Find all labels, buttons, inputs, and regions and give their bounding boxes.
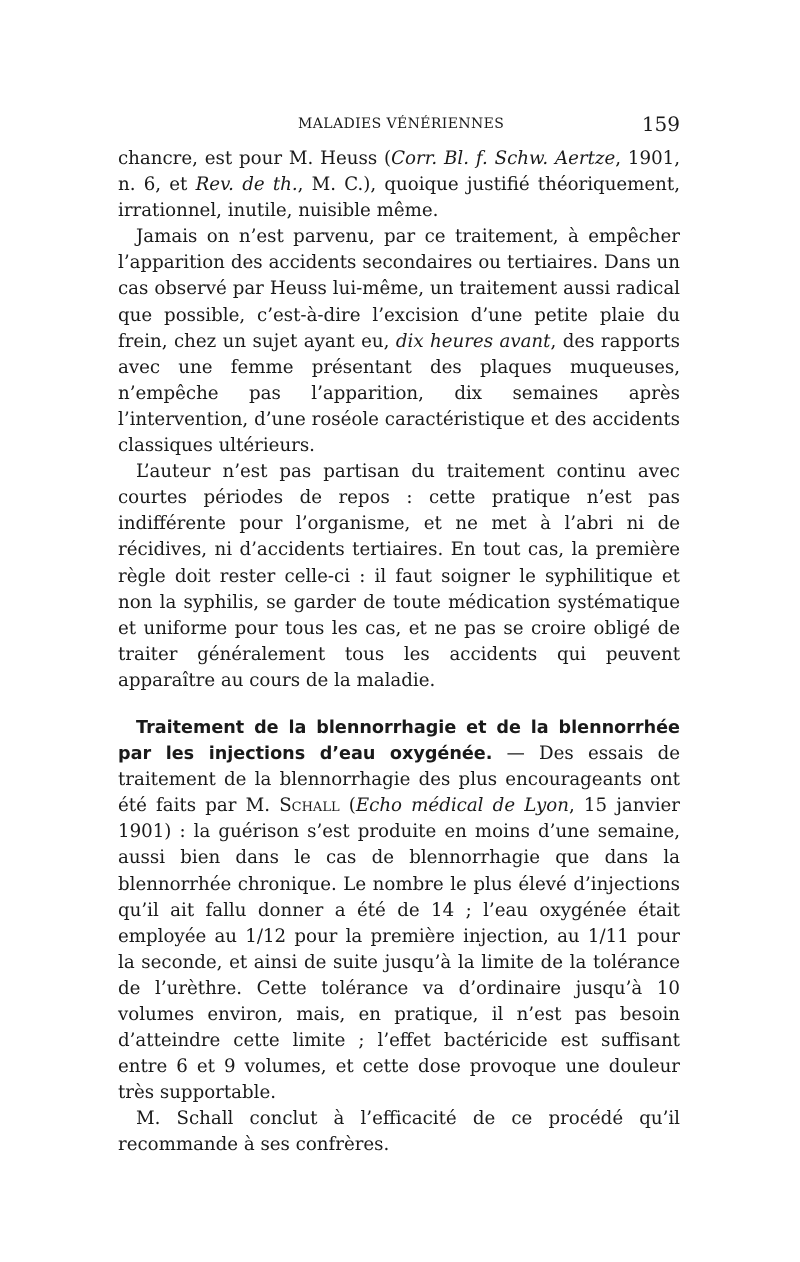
paragraph-continuous-treatment: L’auteur n’est pas partisan du traitement continu avec courtes périodes de repos : cette pratique n’est pas indifférente pour l’organisme, et ne met à l’abri ni de récidives, ni d’accidents tertiaires. En tout cas, la première règle doit rester celle-ci : il faut soigner le syphilitique et non la syphilis, se garder de toute médication systématique et uniforme pour tous les cas, et ne pas se croire obligé de traiter généralement tous les accidents qui peuvent apparaître au cours de la maladie. xyxy=(118,461,680,691)
paragraph-heuss-continuation xyxy=(118,146,680,224)
book-page xyxy=(118,112,680,1159)
author-name: Schall xyxy=(279,795,340,817)
emphasis: dix heures avant xyxy=(395,330,551,352)
page-header xyxy=(118,112,680,138)
text-run: Jamais on n’est parvenu, par ce traitement, à empêcher l’apparition des accidents secondaires ou tertiaires. Dans un cas observé par Heuss lui-même, un traitement aussi radical que possible, c’est-à-dire l’excision d’une petite plaie du frein, chez un sujet ayant eu, xyxy=(118,226,680,352)
journal-citation: Corr. Bl. f. Schw. Aertze xyxy=(391,148,616,169)
journal-citation: Echo médical de Lyon xyxy=(355,795,569,817)
text-run: , 1901, n. 6, et xyxy=(118,148,680,196)
paragraph-secondary-accidents xyxy=(118,224,680,459)
section-blennorrhagie xyxy=(118,715,680,1106)
section-heading: Traitement de la blennorrhagie et de la blennorrhée par les injections d’eau oxygénée. xyxy=(118,717,680,765)
text-run: ( xyxy=(339,795,356,817)
text-run: , des rapports avec une femme présentant des plaques muqueuses, n’empêche pas l’apparition, dix semaines après l’intervention, d’une roséole caractéristique et des accidents classiques ultérieurs. xyxy=(118,330,680,457)
journal-citation: Rev. de th. xyxy=(195,174,298,196)
text-run: , M. C.), quoique justifié théoriquement, irrationnel, inutile, nuisible même. xyxy=(118,174,680,222)
text-run: — Des essais de traitement de la blennorrhagie des plus encourageants ont été faits par M. xyxy=(118,743,680,817)
page-number: 159 xyxy=(641,112,680,136)
text-run: chancre, est pour M. Heuss ( xyxy=(118,148,392,169)
text-run: , 15 janvier 1901) : la guérison s’est produite en moins d’une semaine, aussi bien dans le cas de blennorrhagie que dans la blennorrhée chronique. Le nombre le plus élevé d’injections qu’il ait fallu donner a été de 14 ; l’eau oxygénée était employée au 1/12 pour la première injection, au 1/11 pour la seconde, et ainsi de suite jusqu’à la limite de la tolérance de l’urèthre. Cette tolérance va d’ordinaire jusqu’à 10 volumes environ, mais, en pratique, il n’est pas besoin d’atteindre cette limite ; l’effet bactéricide est suffisant entre 6 et 9 volumes, et cette dose provoque une douleur très supportable. xyxy=(118,795,681,1104)
paragraph-conclusion: M. Schall conclut à l’efficacité de ce procédé qu’il recommande à ses confrères. xyxy=(118,1108,680,1156)
running-title: MALADIES VÉNÉRIENNES xyxy=(298,116,505,132)
